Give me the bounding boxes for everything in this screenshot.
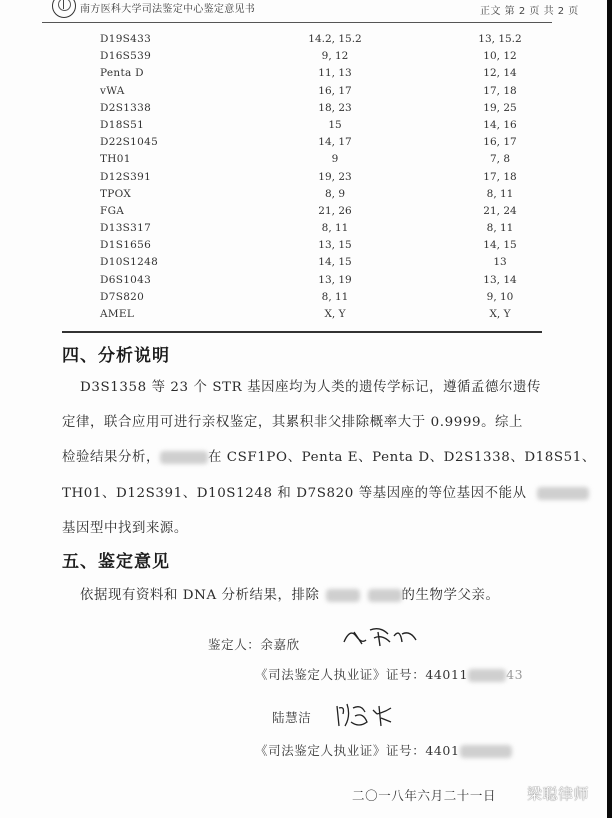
table-bottom-rule xyxy=(62,331,542,333)
genotype-a: 14, 17 xyxy=(318,136,352,149)
table-row xyxy=(100,203,540,220)
genotype-a: 15 xyxy=(328,118,342,131)
locus-name: D16S539 xyxy=(100,50,152,63)
table-row xyxy=(100,186,540,203)
table-row xyxy=(100,254,540,271)
table-row xyxy=(100,289,540,306)
table-row xyxy=(100,48,540,65)
genotype-a: 16, 17 xyxy=(318,84,352,97)
genotype-b: 17, 18 xyxy=(483,84,517,97)
genotype-a: 11, 13 xyxy=(318,67,352,80)
genotype-a: X, Y xyxy=(324,308,346,320)
table-row xyxy=(100,272,540,289)
genotype-a: 9 xyxy=(331,153,339,166)
genotype-b: 17, 18 xyxy=(483,170,517,183)
table-row xyxy=(100,169,540,186)
str-genotype-table xyxy=(100,31,540,323)
institution-title: 南方医科大学司法鉴定中心鉴定意见书 xyxy=(80,4,256,15)
university-seal-icon xyxy=(52,0,76,18)
locus-name: AMEL xyxy=(100,308,135,320)
genotype-b: 8, 11 xyxy=(486,187,514,200)
genotype-a: 13, 19 xyxy=(318,273,352,286)
table-row xyxy=(100,31,540,48)
watermark: 梁聪律师 xyxy=(527,785,590,803)
locus-name: D18S51 xyxy=(100,118,145,131)
table-row xyxy=(100,237,540,254)
locus-name: TPOX xyxy=(100,187,132,200)
locus-name: D19S433 xyxy=(100,33,152,45)
genotype-b: 16, 17 xyxy=(483,136,517,149)
section-4-line-2: 定律，联合应用可进行亲权鉴定，其累积非父排除概率大于 0.9999。综上 xyxy=(62,415,524,430)
genotype-b: 19, 25 xyxy=(483,101,517,114)
examiner-2-signature xyxy=(333,700,395,730)
redacted-name xyxy=(537,487,589,500)
locus-name: D2S1338 xyxy=(100,101,152,114)
table-row xyxy=(100,306,540,323)
redacted-name xyxy=(368,589,402,602)
table-row xyxy=(100,83,540,100)
redacted-cert-number xyxy=(460,745,512,758)
genotype-b: 13, 14 xyxy=(483,273,517,286)
genotype-a: 14, 15 xyxy=(318,256,352,269)
genotype-b: 14, 16 xyxy=(483,118,517,131)
table-row xyxy=(100,134,540,151)
genotype-b: 10, 12 xyxy=(483,50,517,63)
genotype-a: 8, 11 xyxy=(321,222,349,235)
locus-name: Penta D xyxy=(100,67,144,80)
locus-name: FGA xyxy=(100,204,125,217)
genotype-a: 14.2, 15.2 xyxy=(308,33,362,45)
redacted-cert-number xyxy=(468,669,506,682)
locus-name: D6S1043 xyxy=(100,273,152,286)
table-row xyxy=(100,100,540,117)
genotype-a: 19, 23 xyxy=(318,170,352,183)
genotype-b: 13 xyxy=(493,256,507,269)
genotype-b: 14, 15 xyxy=(483,239,517,252)
genotype-b: 8, 11 xyxy=(486,222,514,235)
genotype-b: 13, 15.2 xyxy=(478,33,522,45)
genotype-a: 8, 9 xyxy=(324,187,346,200)
section-5-heading: 五、鉴定意见 xyxy=(62,552,170,572)
header-divider xyxy=(42,22,552,23)
table-row xyxy=(100,151,540,168)
page-info: 正文 第 2 页 共 2 页 xyxy=(480,6,579,17)
scan-edge-shadow xyxy=(607,0,612,818)
examiner-1-signature xyxy=(340,624,420,650)
genotype-b: 9, 10 xyxy=(486,290,514,303)
page-header xyxy=(0,0,612,22)
section-4-line-5: 基因型中找到来源。 xyxy=(62,521,188,536)
genotype-b: 12, 14 xyxy=(483,67,517,80)
locus-name: TH01 xyxy=(100,153,131,166)
report-date: 二〇一八年六月二十一日 xyxy=(352,788,497,803)
genotype-a: 9, 12 xyxy=(321,50,349,63)
redacted-name xyxy=(326,589,360,602)
section-4-line-3: 检验结果分析， 在 CSF1PO、Penta E、Penta D、D2S1338、D18S51、 xyxy=(62,450,596,465)
examiner-1-label: 鉴定人：余嘉欣 xyxy=(208,637,300,652)
genotype-a: 21, 26 xyxy=(318,204,352,217)
examiner-2-name: 陆慧洁 xyxy=(272,710,312,725)
section-4-heading: 四、分析说明 xyxy=(62,346,170,366)
locus-name: vWA xyxy=(100,84,125,97)
genotype-b: 21, 24 xyxy=(483,204,517,217)
examiner-2-cert: 《司法鉴定人执业证》证号：4401 xyxy=(255,741,512,759)
section-4-line-1: D3S1358 等 23 个 STR 基因座均为人类的遗传学标记，遵循孟德尔遗传 xyxy=(80,380,541,395)
locus-name: D13S317 xyxy=(100,222,152,235)
genotype-a: 18, 23 xyxy=(318,101,352,114)
locus-name: D22S1045 xyxy=(100,136,159,149)
redacted-name xyxy=(160,451,208,464)
genotype-b: X, Y xyxy=(489,308,511,320)
locus-name: D7S820 xyxy=(100,290,145,303)
locus-name: D12S391 xyxy=(100,170,152,183)
table-row xyxy=(100,65,540,82)
locus-name: D1S1656 xyxy=(100,239,152,252)
table-row xyxy=(100,220,540,237)
locus-name: D10S1248 xyxy=(100,256,159,269)
examiner-1-cert: 《司法鉴定人执业证》证号：44011 43 xyxy=(255,667,524,682)
genotype-b: 7, 8 xyxy=(489,153,511,166)
section-4-line-4: TH01、D12S391、D10S1248 和 D7S820 等基因座的等位基因不能从 xyxy=(62,482,589,501)
genotype-a: 13, 15 xyxy=(318,239,352,252)
table-row xyxy=(100,117,540,134)
genotype-a: 8, 11 xyxy=(321,290,349,303)
section-5-line-1: 依据现有资料和 DNA 分析结果，排除 的生物学父亲。 xyxy=(80,588,500,603)
